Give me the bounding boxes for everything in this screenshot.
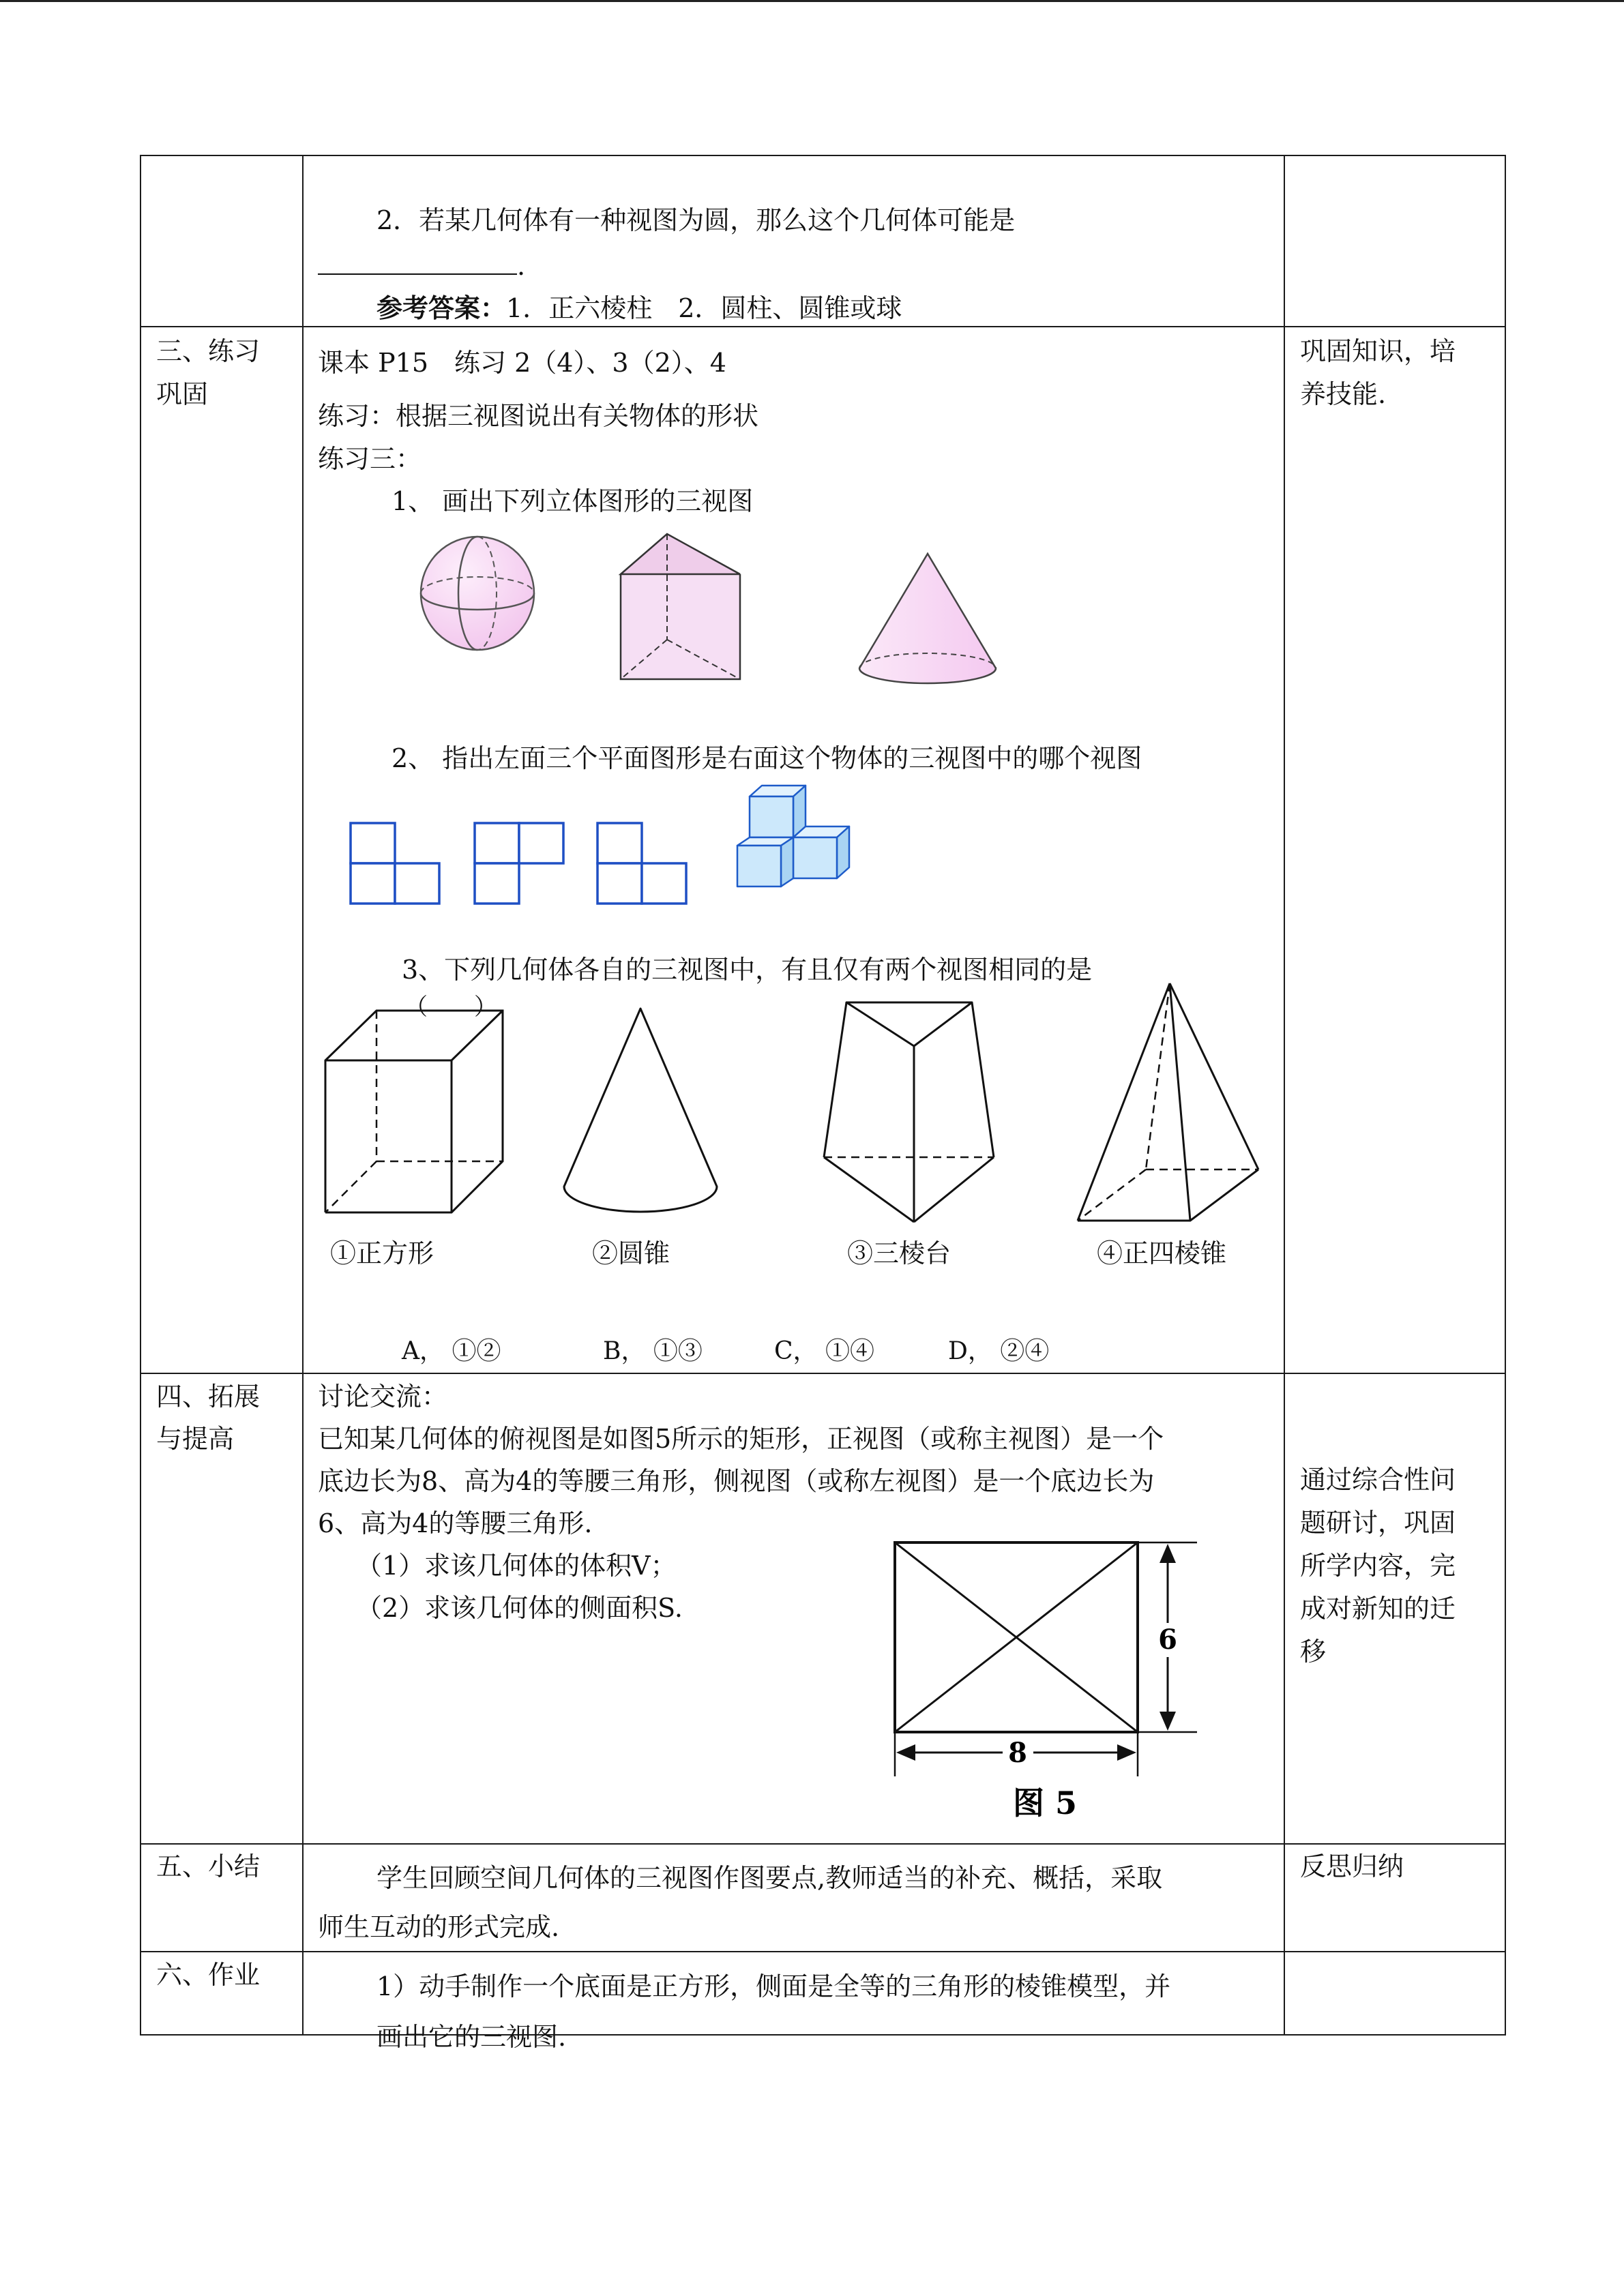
shape-label-4: ④正四棱锥 bbox=[1097, 1238, 1227, 1268]
option-a: A， ①② bbox=[402, 1337, 501, 1365]
homework-line1: 1）动手制作一个底面是正方形，侧面是全等的三角形的棱锥模型，并 bbox=[377, 1971, 1171, 2001]
cone-wireframe bbox=[559, 1006, 723, 1224]
row-note-line3: 所学内容，完 bbox=[1300, 1551, 1456, 1581]
task-1-text: 1、 画出下列立体图形的三视图 bbox=[392, 486, 754, 516]
summary-line1: 学生回顾空间几何体的三视图作图要点,教师适当的补充、概括，采取 bbox=[377, 1863, 1163, 1893]
row-heading-line2: 与提高 bbox=[156, 1424, 235, 1454]
discussion-label: 讨论交流： bbox=[318, 1382, 448, 1412]
stacked-cubes-figure bbox=[733, 784, 856, 886]
row-note-line2: 题研讨，巩固 bbox=[1300, 1508, 1456, 1538]
cone-figure bbox=[856, 551, 999, 687]
question-2-text: 2．若某几何体有一种视图为圆，那么这个几何体可能是 bbox=[377, 205, 1016, 235]
sub-question-2: （2）求该几何体的侧面积S. bbox=[356, 1593, 683, 1623]
answer-parentheses: （ ） bbox=[404, 994, 497, 1021]
sphere-figure bbox=[413, 528, 542, 658]
dimension-height-label: 6 bbox=[1158, 1624, 1177, 1656]
summary-line2: 师生互动的形式完成. bbox=[318, 1912, 560, 1942]
row-note-line5: 移 bbox=[1300, 1637, 1327, 1667]
figure-5-diagram bbox=[887, 1534, 1207, 1828]
row-heading-line2: 巩固 bbox=[156, 379, 209, 409]
option-d: D， ②④ bbox=[948, 1337, 1050, 1365]
practice-three-label: 练习三： bbox=[318, 444, 422, 474]
pyramid-wireframe bbox=[1074, 982, 1265, 1224]
option-b: B， ①③ bbox=[603, 1337, 703, 1365]
practice-intro: 练习：根据三视图说出有关物体的形状 bbox=[318, 401, 759, 431]
row-heading-line1: 四、拓展 bbox=[156, 1382, 261, 1412]
problem-line1: 已知某几何体的俯视图是如图5所示的矩形，正视图（或称主视图）是一个 bbox=[318, 1424, 1164, 1454]
sub-question-1: （1）求该几何体的体积V； bbox=[356, 1551, 677, 1581]
row-note-line2: 养技能. bbox=[1300, 379, 1387, 409]
option-c: C， ①④ bbox=[774, 1337, 874, 1365]
textbook-exercise: 课本 P15 练习 2（4）、3（2）、4 bbox=[318, 348, 726, 378]
row-heading-line1: 三、练习 bbox=[156, 336, 261, 366]
row-note-line1: 巩固知识，培 bbox=[1300, 336, 1456, 366]
frustum-wireframe bbox=[822, 1000, 996, 1225]
row-note-line1: 通过综合性问 bbox=[1300, 1465, 1456, 1495]
row-note-line4: 成对新知的迁 bbox=[1300, 1594, 1456, 1624]
prism-figure bbox=[617, 531, 747, 681]
row-heading: 五、小结 bbox=[156, 1851, 261, 1881]
dimension-width-label: 8 bbox=[1008, 1737, 1027, 1769]
plan-view-3 bbox=[596, 822, 688, 905]
problem-line3: 6、高为4的等腰三角形. bbox=[318, 1508, 593, 1538]
homework-line2-clip: 画出它的三视图. bbox=[377, 2022, 567, 2052]
plan-view-1 bbox=[349, 822, 441, 905]
shape-label-1: ①正方形 bbox=[330, 1238, 434, 1268]
row-note: 反思归纳 bbox=[1300, 1851, 1404, 1881]
reference-answer: 参考答案：1．正六棱柱 2．圆柱、圆锥或球 bbox=[377, 293, 902, 323]
row-heading: 六、作业 bbox=[156, 1960, 261, 1990]
cube-wireframe bbox=[324, 1009, 508, 1214]
shape-label-2: ②圆锥 bbox=[592, 1238, 670, 1268]
plan-view-2 bbox=[473, 822, 565, 905]
task-3-text: 3、下列几何体各自的三视图中，有且仅有两个视图相同的是 bbox=[402, 955, 1093, 985]
page-top-border bbox=[0, 0, 1624, 2]
problem-line2: 底边长为8、高为4的等腰三角形，侧视图（或称左视图）是一个底边长为 bbox=[318, 1466, 1155, 1496]
task-2-text: 2、 指出左面三个平面图形是右面这个物体的三视图中的哪个视图 bbox=[392, 743, 1142, 773]
shape-label-3: ③三棱台 bbox=[847, 1238, 951, 1268]
figure-caption: 图 5 bbox=[1012, 1785, 1078, 1821]
answer-blank: . bbox=[318, 245, 525, 287]
